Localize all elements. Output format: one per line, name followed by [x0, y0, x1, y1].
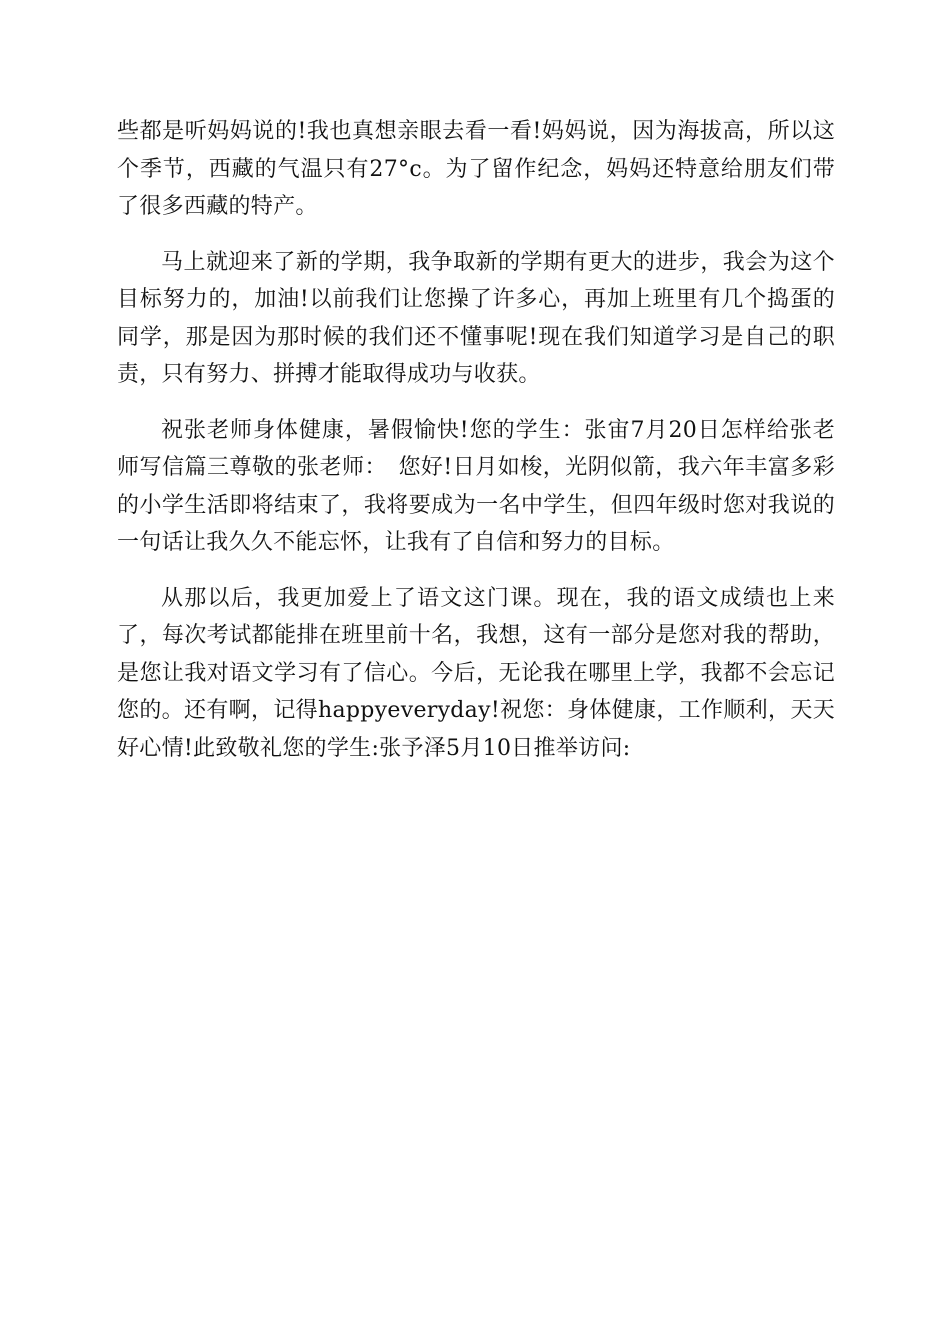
paragraph-1: 些都是听妈妈说的!我也真想亲眼去看一看!妈妈说，因为海拔高，所以这个季节，西藏的气温只有27°c。为了留作纪念，妈妈还特意给朋友们带了很多西藏的特产。: [117, 119, 835, 219]
paragraph-3: 祝张老师身体健康，暑假愉快!您的学生：张宙7月20日怎样给张老师写信篇三尊敬的张老师： 您好!日月如梭，光阴似箭，我六年丰富多彩的小学生活即将结束了，我将要成为一名中学生，但四年级时您对我说的一句话让我久久不能忘怀，让我有了自信和努力的目标。: [117, 417, 835, 555]
paragraph-4: 从那以后，我更加爱上了语文这门课。现在，我的语文成绩也上来了，每次考试都能排在班里前十名，我想，这有一部分是您对我的帮助，是您让我对语文学习有了信心。今后，无论我在哪里上学，我都不会忘记您的。还有啊，记得happyeveryday!祝您：身体健康，工作顺利，天天好心情!此致敬礼您的学生:张予泽5月10日推举访问:: [117, 585, 835, 761]
paragraph-2: 马上就迎来了新的学期，我争取新的学期有更大的进步，我会为这个目标努力的，加油!以前我们让您操了许多心，再加上班里有几个捣蛋的同学，那是因为那时候的我们还不懂事呢!现在我们知道学习是自己的职责，只有努力、拼搏才能取得成功与收获。: [117, 249, 835, 387]
document-body: [117, 113, 835, 785]
